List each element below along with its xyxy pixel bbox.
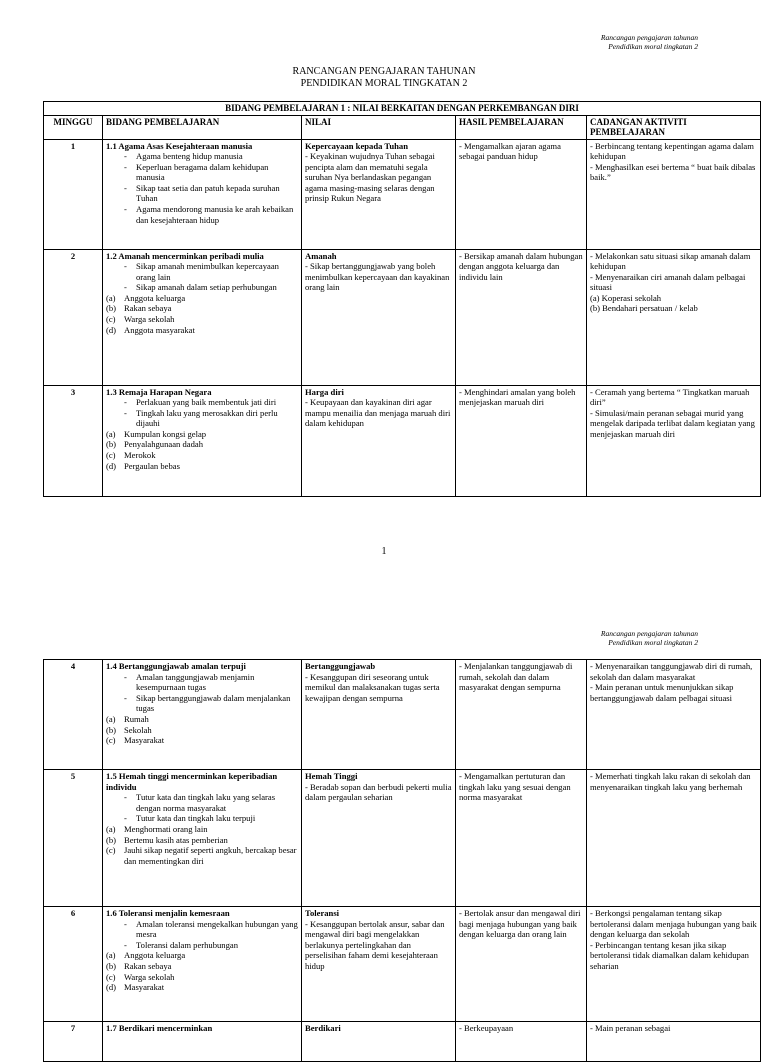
bidang-list xyxy=(106,824,298,866)
minggu-cell: 3 xyxy=(44,385,103,496)
bullet-item: - Perlakuan yang baik membentuk jati diri xyxy=(124,397,298,408)
plan-table-page2 xyxy=(43,659,761,1062)
list-marker: (a) xyxy=(106,292,116,303)
list-marker: (a) xyxy=(106,823,116,834)
nilai-cell xyxy=(302,907,456,1022)
col-hasil: HASIL PEMBELAJARAN xyxy=(456,115,587,139)
aktiviti-cell xyxy=(587,1022,761,1062)
aktiviti-text: - Main peranan sebagai xyxy=(590,1023,671,1033)
list-text: Rakan sebaya xyxy=(124,303,172,314)
bullet-item: - Tutur kata dan tingkah laku yang selaras dengan norma masyarakat xyxy=(124,792,298,813)
bullet-item: - Sikap amanah dalam setiap perhubungan xyxy=(124,282,298,293)
nilai-cell xyxy=(302,1022,456,1062)
bidang-cell xyxy=(103,907,302,1022)
nilai-title: Hemah Tinggi xyxy=(305,771,358,781)
hasil-cell xyxy=(456,1022,587,1062)
bidang-list xyxy=(106,714,298,746)
nilai-text: - Sikap bertanggungjawab yang boleh menimbulkan kepercayaan dan kayakinan orang lain xyxy=(305,261,450,293)
bullet-item: - Toleransi dalam perhubungan xyxy=(124,940,298,951)
bullet-item: - Sikap bertanggungjawab dalam menjalankan tugas xyxy=(124,693,298,714)
bidang-bullets xyxy=(106,919,298,951)
list-text: Masyarakat xyxy=(124,735,165,746)
nilai-text: - Kesanggupan bertolak ansur, sabar dan mengawal diri bagi mengelakkan berlakunya pertelingkahan dan perselisihan faham demi kesejahteraan hidup xyxy=(305,918,445,971)
hasil-text: - Berkeupayaan xyxy=(459,1023,514,1033)
list-item xyxy=(106,314,298,325)
list-marker: (b) xyxy=(106,724,117,735)
list-item xyxy=(106,293,298,304)
bidang-list xyxy=(106,293,298,335)
aktiviti-text: - Main peranan untuk menunjukkan sikap bertanggungjawab dalam pelbagai situasi xyxy=(590,682,734,703)
minggu-cell: 2 xyxy=(44,249,103,385)
bullet-item: - Sikap taat setia dan patuh kepada suruhan Tuhan xyxy=(124,183,298,204)
bidang-title: 1.7 Berdikari mencerminkan xyxy=(106,1023,213,1033)
list-marker: (c) xyxy=(106,845,116,856)
hasil-text: - Mengamalkan pertuturan dan tingkah laku yang sesuai dengan norma masyarakat xyxy=(459,771,571,803)
hasil-cell xyxy=(456,385,587,496)
aktiviti-text: - Perbincangan tentang kesan jika sikap bertoleransi tidak diamalkan dalam kehidupan seharian xyxy=(590,939,749,971)
table-row xyxy=(44,907,761,1022)
bidang-title: 1.3 Remaja Harapan Negara xyxy=(106,386,212,397)
list-item xyxy=(106,450,298,461)
list-item xyxy=(106,725,298,736)
hasil-cell xyxy=(456,139,587,249)
minggu-cell: 5 xyxy=(44,770,103,907)
list-item xyxy=(106,714,298,725)
bullet-item: - Sikap amanah menimbulkan kepercayaan orang lain xyxy=(124,261,298,282)
table-row xyxy=(44,139,761,249)
nilai-text: - Keyakinan wujudnya Tuhan sebagai pencipta alam dan mematuhi segala suruhan Nya berlandaskan pegangan agama masing-masing selaras dengan prinsip Rukun Negara xyxy=(305,151,435,204)
bidang-bullets xyxy=(106,792,298,824)
bidang-bullets xyxy=(106,672,298,714)
list-item xyxy=(106,835,298,846)
list-item xyxy=(106,950,298,961)
bidang-bullets xyxy=(106,151,298,225)
header-note xyxy=(601,33,698,51)
table-row xyxy=(44,660,761,770)
table-row xyxy=(44,385,761,496)
aktiviti-text: - Menyenaraikan tanggungjawab diri di rumah, sekolah dan dalam masyarakat xyxy=(590,661,753,682)
title-line1: RANCANGAN PENGAJARAN TAHUNAN xyxy=(292,66,476,77)
list-item xyxy=(106,982,298,993)
minggu-cell: 7 xyxy=(44,1022,103,1062)
aktiviti-cell xyxy=(587,249,761,385)
list-item xyxy=(106,735,298,746)
header-note-line1: Rancangan pengajaran tahunan xyxy=(600,33,698,42)
list-text: Bertemu kasih atas pemberian xyxy=(124,834,228,845)
list-item xyxy=(106,325,298,336)
aktiviti-text: - Melakonkan satu situasi sikap amanah dalam kehidupan xyxy=(590,250,751,272)
list-text: Kumpulan kongsi gelap xyxy=(124,428,207,439)
hasil-text: - Bertolak ansur dan mengawal diri bagi menjaga hubungan yang baik dengan keluarga dan orang lain xyxy=(459,908,581,940)
nilai-cell xyxy=(302,385,456,496)
nilai-title: Bertanggungjawab xyxy=(305,661,376,671)
nilai-text: - Beradab sopan dan berbudi pekerti mulia dalam pergaulan seharian xyxy=(305,781,452,803)
aktiviti-text: - Berkongsi pengalaman tentang sikap bertoleransi dalam menjaga hubungan yang baik dengan keluarga dan sekolah xyxy=(590,908,757,940)
aktiviti-text: (b) Bendahari persatuan / kelab xyxy=(590,303,698,314)
minggu-cell: 1 xyxy=(44,139,103,249)
list-text: Anggota keluarga xyxy=(124,950,186,961)
header-note-line2: Pendidikan moral tingkatan 2 xyxy=(608,42,698,51)
nilai-cell xyxy=(302,770,456,907)
nilai-title: Toleransi xyxy=(305,908,340,918)
list-item xyxy=(106,845,298,866)
header-note-page2-line1: Rancangan pengajaran tahunan xyxy=(600,629,698,638)
bidang-title: 1.5 Hemah tinggi mencerminkan keperibadian individu xyxy=(106,771,278,792)
list-text: Jauhi sikap negatif seperti angkuh, bercakap besar dan mementingkan diri xyxy=(124,845,297,866)
bullet-item: - Amalan tanggungjawab menjamin kesempurnaan tugas xyxy=(124,672,298,693)
bidang-bullets xyxy=(106,261,298,293)
bidang-list xyxy=(106,429,298,471)
minggu-cell: 4 xyxy=(44,660,103,770)
list-text: Menghormati orang lain xyxy=(124,823,208,834)
hasil-cell xyxy=(456,249,587,385)
hasil-cell xyxy=(456,907,587,1022)
nilai-cell xyxy=(302,660,456,770)
nilai-cell xyxy=(302,249,456,385)
header-note-page2-line2: Pendidikan moral tingkatan 2 xyxy=(608,638,698,647)
list-marker: (c) xyxy=(106,314,116,325)
header-note-page2 xyxy=(601,629,698,647)
list-item xyxy=(106,961,298,972)
bidang-cell xyxy=(103,1022,302,1062)
plan-table-page1 xyxy=(43,101,761,497)
list-marker: (c) xyxy=(106,971,116,982)
list-text: Penyalahgunaan dadah xyxy=(124,439,203,450)
hasil-cell xyxy=(456,660,587,770)
aktiviti-cell xyxy=(587,660,761,770)
list-marker: (d) xyxy=(106,982,117,993)
bullet-item: - Agama mendorong manusia ke arah kebaikan dan kesejahteraan hidup xyxy=(124,204,298,225)
minggu-cell: 6 xyxy=(44,907,103,1022)
band-header: BIDANG PEMBELAJARAN 1 : NILAI BERKAITAN DENGAN PERKEMBANGAN DIRI xyxy=(44,102,761,116)
list-marker: (b) xyxy=(106,960,117,971)
bidang-cell xyxy=(103,385,302,496)
list-text: Sekolah xyxy=(124,724,152,735)
col-aktiviti: CADANGAN AKTIVITI PEMBELAJARAN xyxy=(587,115,761,139)
list-text: Rumah xyxy=(124,713,149,724)
list-item xyxy=(106,303,298,314)
bidang-bullets xyxy=(106,397,298,429)
aktiviti-text: - Memerhati tingkah laku rakan di sekolah dan menyenaraikan tingkah laku yang berhemah xyxy=(590,771,751,792)
hasil-cell xyxy=(456,770,587,907)
nilai-title: Kepercayaan kepada Tuhan xyxy=(305,140,408,151)
list-marker: (b) xyxy=(106,439,117,450)
col-minggu: MINGGU xyxy=(44,115,103,139)
list-marker: (b) xyxy=(106,303,117,314)
aktiviti-text: - Menyenaraikan ciri amanah dalam pelbagai situasi xyxy=(590,271,746,293)
aktiviti-text: - Simulasi/main peranan sebagai murid yang mengelak daripada terlibat dalam kegiatan yang menjejaskan maruah diri xyxy=(590,407,755,439)
nilai-title: Amanah xyxy=(305,250,337,261)
list-marker: (a) xyxy=(106,428,116,439)
nilai-title: Berdikari xyxy=(305,1023,341,1033)
page-number: 1 xyxy=(381,546,387,557)
nilai-title: Harga diri xyxy=(305,386,344,397)
list-text: Anggota masyarakat xyxy=(124,324,195,335)
aktiviti-cell xyxy=(587,139,761,249)
list-marker: (c) xyxy=(106,735,116,746)
bullet-item: - Agama benteng hidup manusia xyxy=(124,151,298,162)
bullet-item: - Tingkah laku yang merosakkan diri perlu dijauhi xyxy=(124,408,298,429)
list-item xyxy=(106,972,298,983)
list-item xyxy=(106,461,298,472)
list-item xyxy=(106,824,298,835)
list-marker: (c) xyxy=(106,450,116,461)
hasil-text: - Mengamalkan ajaran agama sebagai panduan hidup xyxy=(459,140,561,162)
bidang-title: 1.1 Agama Asas Kesejahteraan manusia xyxy=(106,140,253,151)
list-item xyxy=(106,429,298,440)
bullet-item: - Keperluan beragama dalam kehidupan manusia xyxy=(124,162,298,183)
hasil-text: - Menghindari amalan yang boleh menjejaskan maruah diri xyxy=(459,386,576,408)
bidang-list xyxy=(106,950,298,992)
nilai-text: - Kesanggupan diri seseorang untuk memikul dan malaksanakan tugas serta kewajipan dengan sempurna xyxy=(305,671,440,703)
list-text: Rakan sebaya xyxy=(124,960,172,971)
list-text: Warga sekolah xyxy=(124,971,175,982)
list-item xyxy=(106,439,298,450)
list-text: Masyarakat xyxy=(124,982,165,993)
document-title xyxy=(0,66,768,90)
aktiviti-cell xyxy=(587,907,761,1022)
list-text: Pergaulan bebas xyxy=(124,460,180,471)
bullet-item: - Amalan toleransi mengekalkan hubungan yang mesra xyxy=(124,919,298,940)
aktiviti-text: - Menghasilkan esei bertema “ buat baik dibalas baik.” xyxy=(590,161,756,183)
bidang-cell xyxy=(103,660,302,770)
aktiviti-cell xyxy=(587,385,761,496)
bidang-title: 1.4 Bertanggungjawab amalan terpuji xyxy=(106,661,246,671)
list-text: Merokok xyxy=(124,450,156,461)
table-row xyxy=(44,249,761,385)
hasil-text: - Bersikap amanah dalam hubungan dengan anggota keluarga dan individu lain xyxy=(459,250,583,282)
hasil-text: - Menjalankan tanggungjawab di rumah, sekolah dan dalam masyarakat dengan sempurna xyxy=(459,661,573,693)
list-text: Anggota keluarga xyxy=(124,292,186,303)
bidang-cell xyxy=(103,139,302,249)
col-nilai: NILAI xyxy=(302,115,456,139)
col-bidang: BIDANG PEMBELAJARAN xyxy=(103,115,302,139)
bidang-cell xyxy=(103,249,302,385)
nilai-text: - Keupayaan dan kayakinan diri agar mampu menailia dan menjaga maruah diri dalam kehidupan xyxy=(305,397,451,429)
list-marker: (b) xyxy=(106,834,117,845)
bidang-title: 1.2 Amanah mencerminkan peribadi mulia xyxy=(106,250,264,261)
list-marker: (d) xyxy=(106,324,117,335)
list-marker: (d) xyxy=(106,460,117,471)
aktiviti-text: (a) Koperasi sekolah xyxy=(590,292,662,303)
bidang-title: 1.6 Toleransi menjalin kemesraan xyxy=(106,908,230,918)
nilai-cell xyxy=(302,139,456,249)
bidang-cell xyxy=(103,770,302,907)
table-row xyxy=(44,770,761,907)
aktiviti-cell xyxy=(587,770,761,907)
table-row xyxy=(44,1022,761,1062)
aktiviti-text: - Berbincang tentang kepentingan agama dalam kehidupan xyxy=(590,140,754,162)
aktiviti-text: - Ceramah yang bertema “ Tingkatkan maruah diri” xyxy=(590,386,750,408)
list-marker: (a) xyxy=(106,713,116,724)
title-line2: PENDIDIKAN MORAL TINGKATAN 2 xyxy=(300,78,468,89)
list-text: Warga sekolah xyxy=(124,314,175,325)
bullet-item: - Tutur kata dan tingkah laku terpuji xyxy=(124,813,298,824)
list-marker: (a) xyxy=(106,950,116,961)
